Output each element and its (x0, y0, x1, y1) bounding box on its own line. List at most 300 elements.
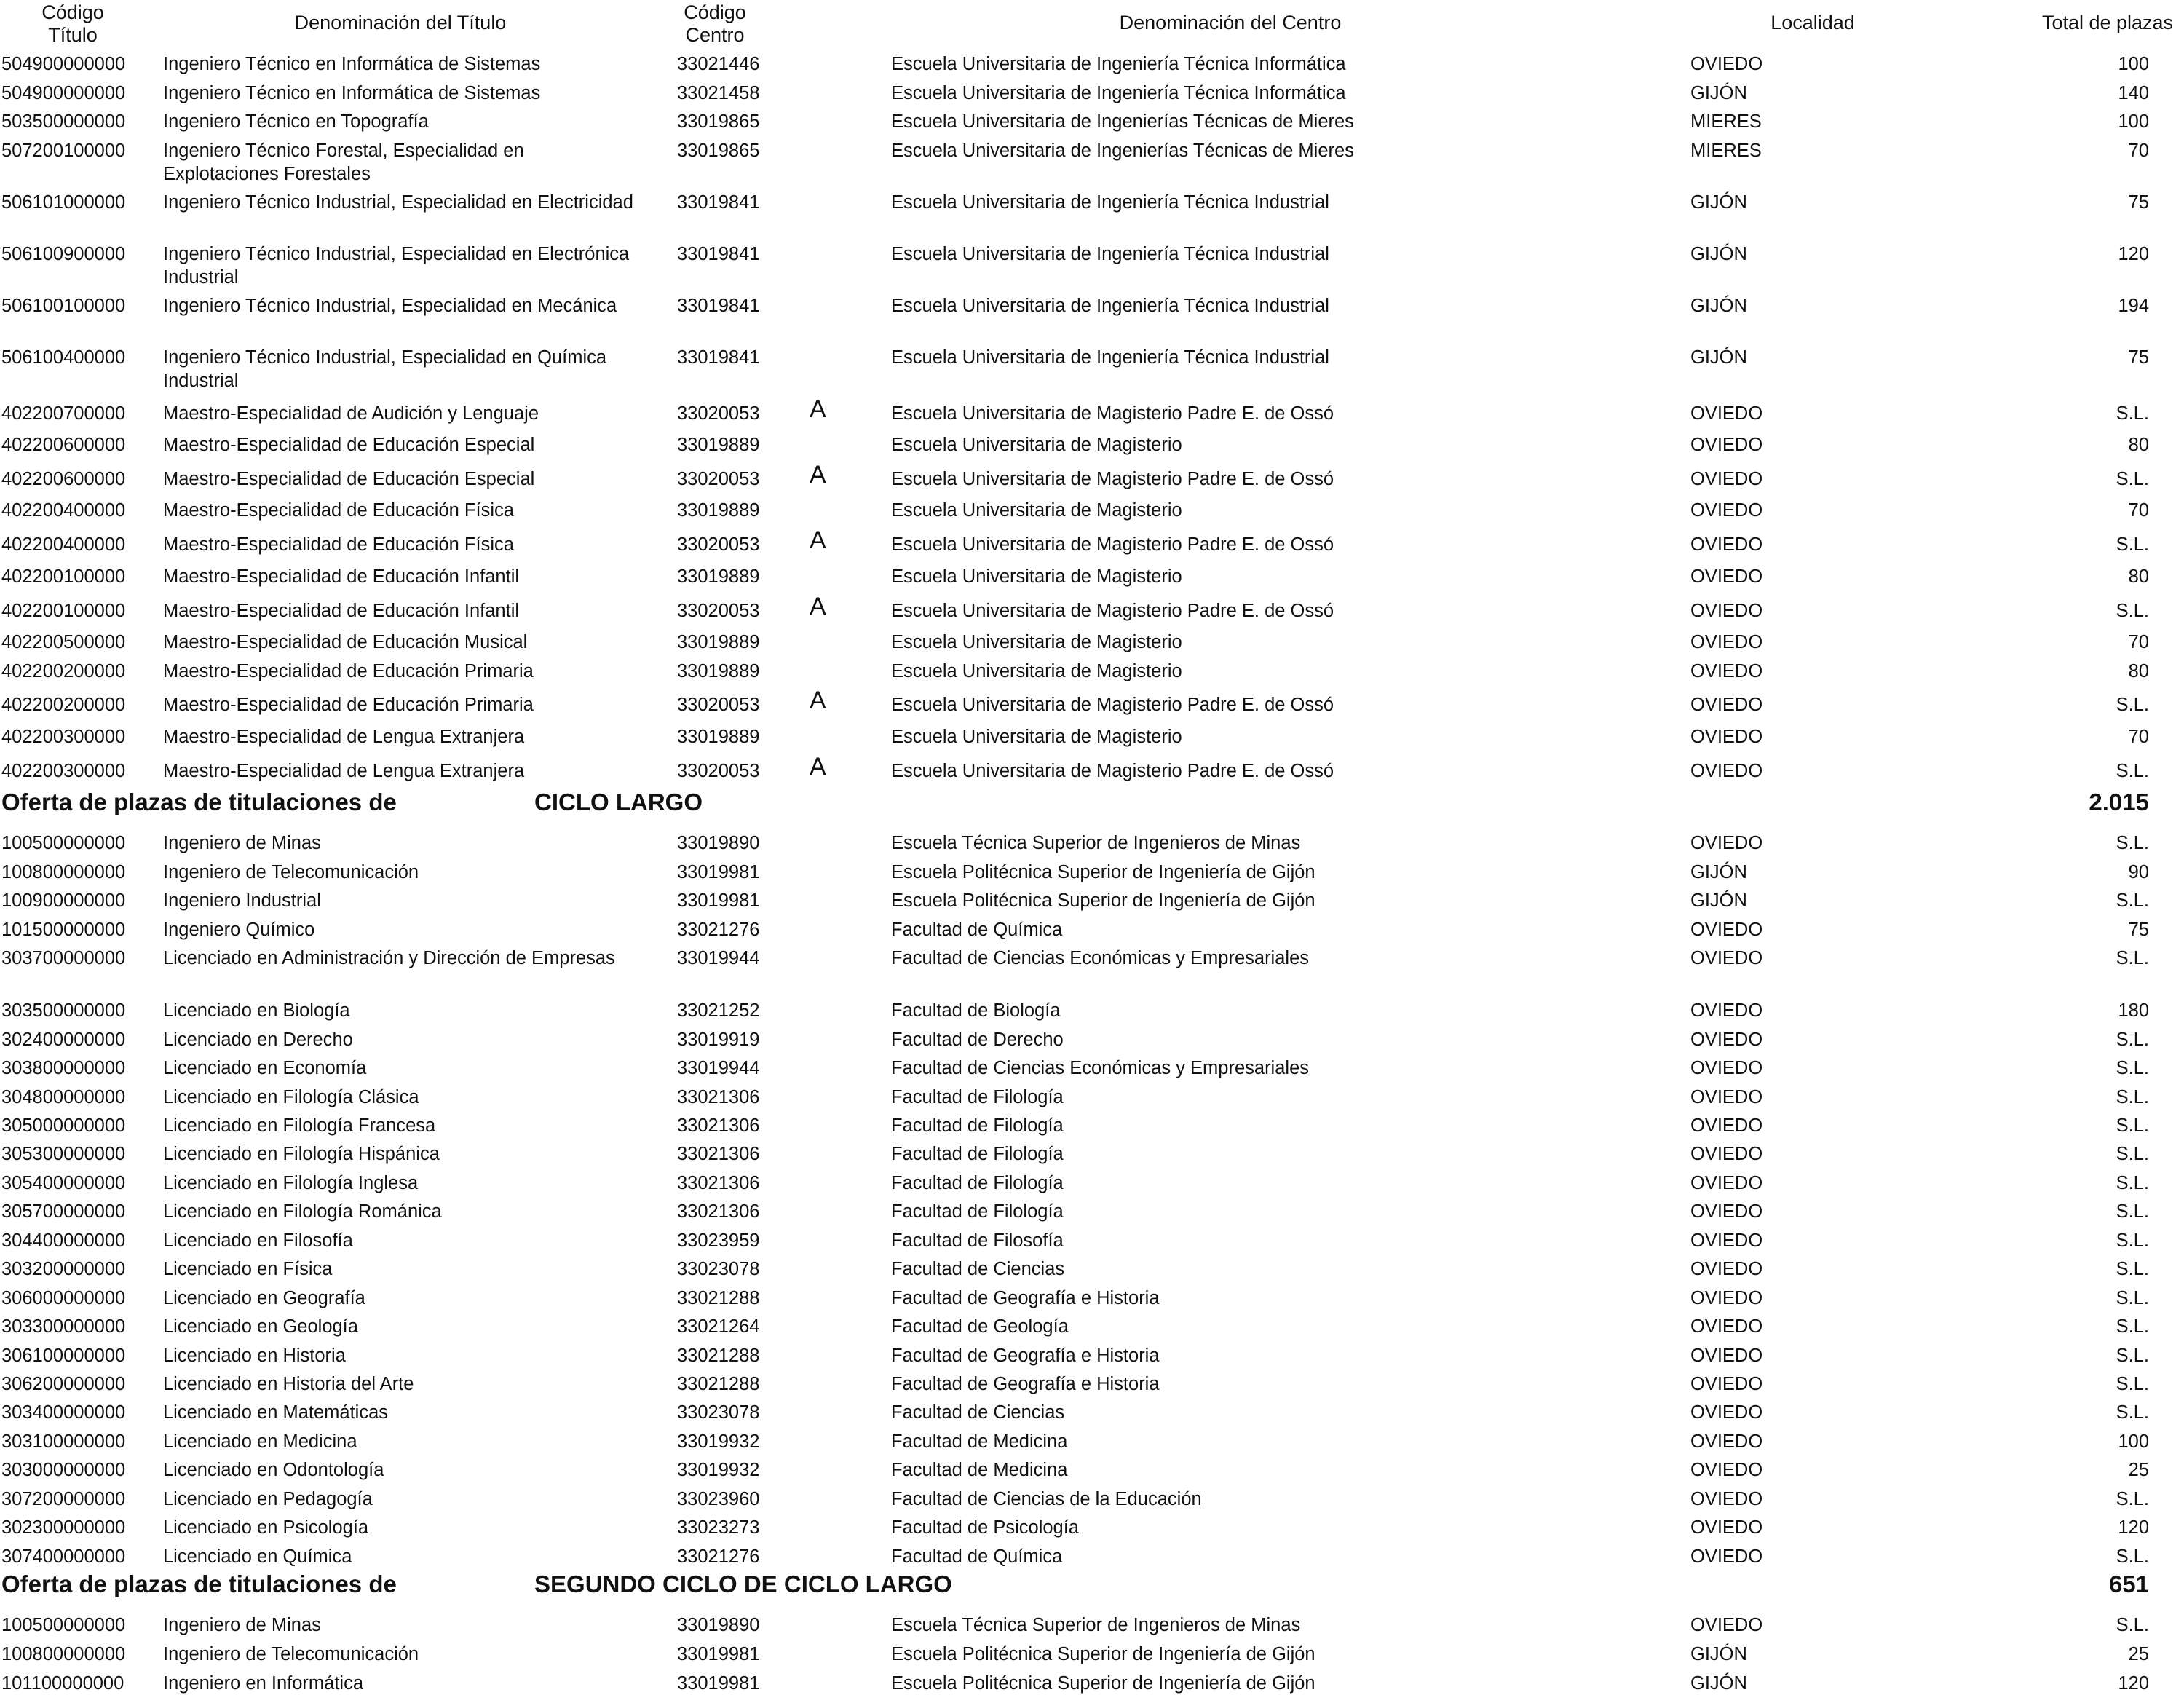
localidad-cell: OVIEDO (1690, 1346, 1763, 1366)
localidad-cell: OVIEDO (1690, 1517, 1763, 1538)
denominacion-titulo-cell: Licenciado en Filosofía (163, 1230, 353, 1251)
denominacion-titulo-cell: Maestro-Especialidad de Educación Primaria (163, 695, 534, 715)
localidad-cell: GIJÓN (1690, 862, 1747, 882)
localidad-cell: OVIEDO (1690, 1201, 1763, 1222)
localidad-cell: OVIEDO (1690, 695, 1763, 715)
localidad-cell: GIJÓN (1690, 296, 1747, 316)
codigo-centro-cell: 33021288 (677, 1288, 760, 1308)
denominacion-centro-cell: Escuela Universitaria de Ingeniería Técnica Informática (891, 54, 1346, 74)
denominacion-centro-cell: Facultad de Medicina (891, 1431, 1068, 1452)
codigo-centro-cell: 33020053 (677, 534, 760, 555)
total-plazas-cell: S.L. (2116, 601, 2149, 621)
denominacion-centro-cell: Facultad de Filosofía (891, 1230, 1064, 1251)
denominacion-titulo-cell: Maestro-Especialidad de Lengua Extranjera (163, 761, 525, 781)
denominacion-centro-cell: Escuela Universitaria de Magisterio Padre E. de Ossó (891, 403, 1334, 424)
localidad-cell: OVIEDO (1690, 920, 1763, 940)
denominacion-centro-cell: Facultad de Filología (891, 1173, 1064, 1193)
denominacion-titulo-cell: Licenciado en Matemáticas (163, 1402, 389, 1423)
total-plazas-cell: 75 (2128, 192, 2149, 213)
total-plazas-cell: S.L. (2116, 1374, 2149, 1394)
codigo-centro-cell: 33019889 (677, 661, 760, 681)
codigo-titulo-cell: 305300000000 (1, 1144, 126, 1164)
localidad-cell: MIERES (1690, 141, 1762, 161)
codigo-titulo-cell: 306000000000 (1, 1288, 126, 1308)
codigo-titulo-cell: 100500000000 (1, 833, 126, 853)
total-plazas-cell: 80 (2128, 661, 2149, 681)
codigo-titulo-cell: 304800000000 (1, 1087, 126, 1107)
denominacion-centro-cell: Facultad de Ciencias (891, 1402, 1065, 1423)
centro-flag-cell: A (810, 526, 826, 554)
denominacion-centro-cell: Escuela Universitaria de Magisterio (891, 727, 1182, 747)
centro-flag-cell: A (810, 461, 826, 489)
localidad-cell: OVIEDO (1690, 1173, 1763, 1193)
localidad-cell: OVIEDO (1690, 948, 1763, 968)
total-plazas-cell: 75 (2128, 920, 2149, 940)
codigo-titulo-cell: 506101000000 (1, 192, 126, 213)
denominacion-titulo-cell: Licenciado en Historia del Arte (163, 1374, 414, 1394)
total-plazas-cell: S.L. (2116, 1346, 2149, 1366)
codigo-centro-cell: 33019890 (677, 833, 760, 853)
denominacion-centro-cell: Facultad de Geografía e Historia (891, 1374, 1160, 1394)
codigo-titulo-cell: 306100000000 (1, 1346, 126, 1366)
codigo-centro-cell: 33021306 (677, 1201, 760, 1222)
denominacion-titulo-cell: Maestro-Especialidad de Educación Musical (163, 632, 528, 652)
localidad-cell: OVIEDO (1690, 1058, 1763, 1078)
localidad-cell: OVIEDO (1690, 435, 1763, 455)
localidad-cell: OVIEDO (1690, 1259, 1763, 1279)
localidad-cell: OVIEDO (1690, 1546, 1763, 1567)
codigo-titulo-cell: 302400000000 (1, 1030, 126, 1050)
denominacion-titulo-cell: Ingeniero Técnico Industrial, Especialidad en Electrónica Industrial (163, 244, 630, 288)
denominacion-centro-cell: Escuela Politécnica Superior de Ingeniería de Gijón (891, 890, 1315, 911)
total-plazas-cell: S.L. (2116, 890, 2149, 911)
codigo-centro-cell: 33019932 (677, 1431, 760, 1452)
localidad-cell: OVIEDO (1690, 661, 1763, 681)
denominacion-centro-cell: Escuela Universitaria de Ingeniería Técnica Industrial (891, 347, 1329, 368)
localidad-cell: OVIEDO (1690, 601, 1763, 621)
denominacion-titulo-cell: Licenciado en Geografía (163, 1288, 365, 1308)
denominacion-titulo-cell: Licenciado en Filología Hispánica (163, 1144, 440, 1164)
codigo-centro-cell: 33019981 (677, 890, 760, 911)
codigo-titulo-cell: 402200400000 (1, 500, 126, 521)
codigo-centro-cell: 33021288 (677, 1374, 760, 1394)
codigo-titulo-cell: 303300000000 (1, 1316, 126, 1337)
denominacion-titulo-cell: Licenciado en Química (163, 1546, 352, 1567)
section-label: Oferta de plazas de titulaciones de (1, 789, 397, 815)
denominacion-titulo-cell: Ingeniero de Telecomunicación (163, 862, 419, 882)
total-plazas-cell: 140 (2118, 83, 2149, 103)
denominacion-centro-cell: Escuela Universitaria de Ingenierías Técnicas de Mieres (891, 141, 1354, 161)
codigo-titulo-cell: 506100400000 (1, 347, 126, 368)
localidad-cell: OVIEDO (1690, 500, 1763, 521)
header-localidad: Localidad (1770, 12, 1855, 33)
localidad-cell: OVIEDO (1690, 1115, 1763, 1136)
denominacion-centro-cell: Escuela Universitaria de Ingenierías Técnicas de Mieres (891, 111, 1354, 132)
total-plazas-cell: 25 (2128, 1460, 2149, 1480)
localidad-cell: OVIEDO (1690, 403, 1763, 424)
localidad-cell: GIJÓN (1690, 347, 1747, 368)
denominacion-titulo-cell: Ingeniero de Minas (163, 833, 321, 853)
denominacion-titulo-cell: Ingeniero Técnico en Topografía (163, 111, 429, 132)
header-codigo-centro: Código Centro (684, 1, 746, 46)
denominacion-centro-cell: Escuela Politécnica Superior de Ingeniería de Gijón (891, 1673, 1315, 1694)
codigo-centro-cell: 33020053 (677, 403, 760, 424)
total-plazas-cell: 80 (2128, 566, 2149, 587)
localidad-cell: GIJÓN (1690, 192, 1747, 213)
codigo-centro-cell: 33019889 (677, 566, 760, 587)
denominacion-titulo-cell: Licenciado en Filología Clásica (163, 1087, 419, 1107)
section-total: 2.015 (2089, 789, 2149, 815)
denominacion-titulo-cell: Licenciado en Biología (163, 1000, 350, 1021)
localidad-cell: OVIEDO (1690, 1230, 1763, 1251)
denominacion-titulo-cell: Ingeniero Químico (163, 920, 315, 940)
total-plazas-cell: 100 (2118, 111, 2149, 132)
codigo-centro-cell: 33021288 (677, 1346, 760, 1366)
denominacion-titulo-cell: Maestro-Especialidad de Educación Infantil (163, 566, 520, 587)
codigo-titulo-cell: 302300000000 (1, 1517, 126, 1538)
codigo-titulo-cell: 307400000000 (1, 1546, 126, 1567)
denominacion-titulo-cell: Licenciado en Derecho (163, 1030, 353, 1050)
denominacion-centro-cell: Facultad de Psicología (891, 1517, 1079, 1538)
localidad-cell: OVIEDO (1690, 632, 1763, 652)
codigo-titulo-cell: 402200300000 (1, 761, 126, 781)
codigo-centro-cell: 33021306 (677, 1087, 760, 1107)
denominacion-titulo-cell: Licenciado en Filología Románica (163, 1201, 442, 1222)
codigo-centro-cell: 33019932 (677, 1460, 760, 1480)
codigo-titulo-cell: 101500000000 (1, 920, 126, 940)
codigo-titulo-cell: 101100000000 (1, 1673, 124, 1694)
total-plazas-cell: 75 (2128, 347, 2149, 368)
denominacion-titulo-cell: Licenciado en Historia (163, 1346, 346, 1366)
localidad-cell: OVIEDO (1690, 1000, 1763, 1021)
header-denominacion-titulo: Denominación del Título (294, 12, 507, 33)
localidad-cell: OVIEDO (1690, 1288, 1763, 1308)
denominacion-centro-cell: Facultad de Geografía e Historia (891, 1346, 1160, 1366)
denominacion-centro-cell: Escuela Universitaria de Ingeniería Técnica Industrial (891, 244, 1329, 264)
total-plazas-cell: S.L. (2116, 1259, 2149, 1279)
denominacion-centro-cell: Escuela Universitaria de Ingeniería Técnica Industrial (891, 296, 1329, 316)
denominacion-centro-cell: Facultad de Derecho (891, 1030, 1064, 1050)
denominacion-titulo-cell: Licenciado en Economía (163, 1058, 367, 1078)
total-plazas-cell: 90 (2128, 862, 2149, 882)
denominacion-centro-cell: Escuela Universitaria de Magisterio Padre E. de Ossó (891, 601, 1334, 621)
localidad-cell: GIJÓN (1690, 890, 1747, 911)
denominacion-titulo-cell: Maestro-Especialidad de Lengua Extranjera (163, 727, 525, 747)
total-plazas-cell: S.L. (2116, 1030, 2149, 1050)
localidad-cell: OVIEDO (1690, 566, 1763, 587)
total-plazas-cell: 70 (2128, 632, 2149, 652)
codigo-centro-cell: 33019889 (677, 500, 760, 521)
localidad-cell: OVIEDO (1690, 727, 1763, 747)
localidad-cell: OVIEDO (1690, 833, 1763, 853)
total-plazas-cell: S.L. (2116, 534, 2149, 555)
total-plazas-cell: S.L. (2116, 1115, 2149, 1136)
codigo-centro-cell: 33019865 (677, 141, 760, 161)
total-plazas-cell: S.L. (2116, 469, 2149, 489)
denominacion-centro-cell: Facultad de Biología (891, 1000, 1061, 1021)
codigo-titulo-cell: 303400000000 (1, 1402, 126, 1423)
centro-flag-cell: A (810, 753, 826, 781)
denominacion-titulo-cell: Licenciado en Filología Francesa (163, 1115, 436, 1136)
codigo-centro-cell: 33020053 (677, 469, 760, 489)
codigo-centro-cell: 33021306 (677, 1144, 760, 1164)
localidad-cell: OVIEDO (1690, 1144, 1763, 1164)
codigo-titulo-cell: 100500000000 (1, 1615, 126, 1635)
localidad-cell: OVIEDO (1690, 1316, 1763, 1337)
codigo-titulo-cell: 506100100000 (1, 296, 126, 316)
total-plazas-cell: 80 (2128, 435, 2149, 455)
header-total-plazas: Total de plazas (2041, 12, 2174, 33)
denominacion-titulo-cell: Maestro-Especialidad de Educación Primaria (163, 661, 534, 681)
localidad-cell: OVIEDO (1690, 1030, 1763, 1050)
denominacion-titulo-cell: Licenciado en Psicología (163, 1517, 369, 1538)
codigo-centro-cell: 33019981 (677, 1673, 760, 1694)
total-plazas-cell: 180 (2118, 1000, 2149, 1021)
codigo-titulo-cell: 100900000000 (1, 890, 126, 911)
codigo-titulo-cell: 402200100000 (1, 601, 126, 621)
total-plazas-cell: S.L. (2116, 695, 2149, 715)
localidad-cell: OVIEDO (1690, 1489, 1763, 1509)
denominacion-centro-cell: Escuela Universitaria de Magisterio (891, 632, 1182, 652)
total-plazas-cell: S.L. (2116, 1316, 2149, 1337)
codigo-centro-cell: 33019944 (677, 1058, 760, 1078)
total-plazas-cell: S.L. (2116, 1615, 2149, 1635)
codigo-titulo-cell: 304400000000 (1, 1230, 126, 1251)
codigo-titulo-cell: 303800000000 (1, 1058, 126, 1078)
denominacion-centro-cell: Escuela Universitaria de Magisterio (891, 500, 1182, 521)
denominacion-titulo-cell: Maestro-Especialidad de Educación Física (163, 534, 514, 555)
codigo-centro-cell: 33019841 (677, 347, 760, 368)
header-denominacion-centro: Denominación del Centro (1119, 12, 1342, 33)
denominacion-titulo-cell: Licenciado en Geología (163, 1316, 358, 1337)
codigo-centro-cell: 33019981 (677, 1644, 760, 1664)
denominacion-titulo-cell: Licenciado en Filología Inglesa (163, 1173, 419, 1193)
codigo-titulo-cell: 402200300000 (1, 727, 126, 747)
total-plazas-cell: S.L. (2116, 1144, 2149, 1164)
codigo-titulo-cell: 307200000000 (1, 1489, 126, 1509)
total-plazas-cell: S.L. (2116, 1288, 2149, 1308)
denominacion-centro-cell: Escuela Universitaria de Magisterio Padre E. de Ossó (891, 534, 1334, 555)
codigo-titulo-cell: 303500000000 (1, 1000, 126, 1021)
denominacion-titulo-cell: Licenciado en Medicina (163, 1431, 357, 1452)
codigo-centro-cell: 33020053 (677, 601, 760, 621)
total-plazas-cell: 70 (2128, 500, 2149, 521)
codigo-titulo-cell: 402200200000 (1, 695, 126, 715)
denominacion-titulo-cell: Maestro-Especialidad de Educación Física (163, 500, 514, 521)
codigo-centro-cell: 33021276 (677, 1546, 760, 1567)
centro-flag-cell: A (810, 395, 826, 423)
codigo-centro-cell: 33023078 (677, 1259, 760, 1279)
codigo-centro-cell: 33019889 (677, 727, 760, 747)
total-plazas-cell: 120 (2118, 244, 2149, 264)
denominacion-centro-cell: Escuela Técnica Superior de Ingenieros de Minas (891, 1615, 1301, 1635)
denominacion-titulo-cell: Ingeniero Técnico Forestal, Especialidad en Explotaciones Forestales (163, 141, 524, 184)
total-plazas-cell: S.L. (2116, 761, 2149, 781)
total-plazas-cell: 120 (2118, 1517, 2149, 1538)
denominacion-titulo-cell: Ingeniero Técnico Industrial, Especialidad en Electricidad (163, 192, 633, 213)
codigo-titulo-cell: 305400000000 (1, 1173, 126, 1193)
section-type: SEGUNDO CICLO DE CICLO LARGO (534, 1570, 952, 1597)
localidad-cell: GIJÓN (1690, 83, 1747, 103)
codigo-titulo-cell: 402200100000 (1, 566, 126, 587)
total-plazas-cell: 100 (2118, 1431, 2149, 1452)
total-plazas-cell: 70 (2128, 727, 2149, 747)
codigo-centro-cell: 33023273 (677, 1517, 760, 1538)
codigo-titulo-cell: 303000000000 (1, 1460, 126, 1480)
denominacion-centro-cell: Facultad de Ciencias de la Educación (891, 1489, 1202, 1509)
total-plazas-cell: S.L. (2116, 1058, 2149, 1078)
localidad-cell: OVIEDO (1690, 1615, 1763, 1635)
denominacion-centro-cell: Escuela Universitaria de Magisterio (891, 566, 1182, 587)
codigo-centro-cell: 33023078 (677, 1402, 760, 1423)
codigo-centro-cell: 33019889 (677, 632, 760, 652)
localidad-cell: GIJÓN (1690, 244, 1747, 264)
codigo-centro-cell: 33021306 (677, 1173, 760, 1193)
denominacion-titulo-cell: Licenciado en Pedagogía (163, 1489, 373, 1509)
total-plazas-cell: 70 (2128, 141, 2149, 161)
denominacion-titulo-cell: Maestro-Especialidad de Educación Especial (163, 469, 535, 489)
codigo-centro-cell: 33019841 (677, 296, 760, 316)
header-codigo-titulo: Código Título (41, 1, 104, 46)
denominacion-centro-cell: Facultad de Ciencias Económicas y Empresariales (891, 1058, 1309, 1078)
codigo-titulo-cell: 100800000000 (1, 1644, 126, 1664)
codigo-centro-cell: 33019841 (677, 192, 760, 213)
denominacion-titulo-cell: Ingeniero de Minas (163, 1615, 321, 1635)
denominacion-centro-cell: Facultad de Filología (891, 1144, 1064, 1164)
denominacion-titulo-cell: Licenciado en Administración y Dirección de Empresas (163, 948, 615, 968)
codigo-centro-cell: 33021252 (677, 1000, 760, 1021)
denominacion-centro-cell: Escuela Universitaria de Magisterio Padre E. de Ossó (891, 469, 1334, 489)
section-total: 651 (2108, 1570, 2149, 1597)
total-plazas-cell: 120 (2118, 1673, 2149, 1694)
codigo-titulo-cell: 306200000000 (1, 1374, 126, 1394)
codigo-centro-cell: 33019981 (677, 862, 760, 882)
denominacion-centro-cell: Escuela Universitaria de Magisterio Padre E. de Ossó (891, 695, 1334, 715)
total-plazas-cell: S.L. (2116, 1230, 2149, 1251)
denominacion-centro-cell: Facultad de Química (891, 920, 1063, 940)
denominacion-centro-cell: Facultad de Filología (891, 1115, 1064, 1136)
codigo-titulo-cell: 305000000000 (1, 1115, 126, 1136)
codigo-titulo-cell: 303200000000 (1, 1259, 126, 1279)
total-plazas-cell: S.L. (2116, 403, 2149, 424)
total-plazas-cell: 100 (2118, 54, 2149, 74)
codigo-titulo-cell: 507200100000 (1, 141, 126, 161)
codigo-titulo-cell: 504900000000 (1, 54, 126, 74)
total-plazas-cell: 25 (2128, 1644, 2149, 1664)
denominacion-centro-cell: Escuela Técnica Superior de Ingenieros de Minas (891, 833, 1301, 853)
denominacion-titulo-cell: Maestro-Especialidad de Educación Especial (163, 435, 535, 455)
codigo-centro-cell: 33019841 (677, 244, 760, 264)
codigo-titulo-cell: 402200700000 (1, 403, 126, 424)
codigo-centro-cell: 33019889 (677, 435, 760, 455)
total-plazas-cell: 194 (2118, 296, 2149, 316)
denominacion-centro-cell: Facultad de Química (891, 1546, 1063, 1567)
localidad-cell: MIERES (1690, 111, 1762, 132)
denominacion-centro-cell: Facultad de Geología (891, 1316, 1069, 1337)
section-type: CICLO LARGO (534, 789, 703, 815)
denominacion-centro-cell: Escuela Universitaria de Magisterio (891, 661, 1182, 681)
localidad-cell: OVIEDO (1690, 1431, 1763, 1452)
denominacion-titulo-cell: Maestro-Especialidad de Educación Infantil (163, 601, 520, 621)
codigo-titulo-cell: 402200400000 (1, 534, 126, 555)
section-label: Oferta de plazas de titulaciones de (1, 1570, 397, 1597)
denominacion-titulo-cell: Licenciado en Física (163, 1259, 333, 1279)
codigo-centro-cell: 33020053 (677, 761, 760, 781)
codigo-titulo-cell: 504900000000 (1, 83, 126, 103)
total-plazas-cell: S.L. (2116, 948, 2149, 968)
codigo-titulo-cell: 303700000000 (1, 948, 126, 968)
localidad-cell: GIJÓN (1690, 1644, 1747, 1664)
codigo-titulo-cell: 402200600000 (1, 435, 126, 455)
total-plazas-cell: S.L. (2116, 1201, 2149, 1222)
localidad-cell: OVIEDO (1690, 761, 1763, 781)
codigo-titulo-cell: 402200600000 (1, 469, 126, 489)
denominacion-centro-cell: Facultad de Filología (891, 1201, 1064, 1222)
denominacion-titulo-cell: Ingeniero Técnico en Informática de Sistemas (163, 83, 541, 103)
denominacion-centro-cell: Facultad de Ciencias Económicas y Empresariales (891, 948, 1309, 968)
denominacion-titulo-cell: Ingeniero Técnico Industrial, Especialidad en Química Industrial (163, 347, 607, 391)
codigo-centro-cell: 33019919 (677, 1030, 760, 1050)
denominacion-centro-cell: Escuela Universitaria de Magisterio Padre E. de Ossó (891, 761, 1334, 781)
centro-flag-cell: A (810, 687, 826, 714)
denominacion-titulo-cell: Ingeniero Técnico en Informática de Sistemas (163, 54, 541, 74)
total-plazas-cell: S.L. (2116, 1402, 2149, 1423)
denominacion-titulo-cell: Ingeniero Técnico Industrial, Especialidad en Mecánica (163, 296, 617, 316)
centro-flag-cell: A (810, 593, 826, 620)
total-plazas-cell: S.L. (2116, 1489, 2149, 1509)
denominacion-centro-cell: Facultad de Filología (891, 1087, 1064, 1107)
codigo-centro-cell: 33021264 (677, 1316, 760, 1337)
codigo-centro-cell: 33020053 (677, 695, 760, 715)
denominacion-titulo-cell: Ingeniero en Informática (163, 1673, 363, 1694)
localidad-cell: OVIEDO (1690, 1087, 1763, 1107)
total-plazas-cell: S.L. (2116, 833, 2149, 853)
denominacion-centro-cell: Escuela Politécnica Superior de Ingeniería de Gijón (891, 1644, 1315, 1664)
codigo-centro-cell: 33023959 (677, 1230, 760, 1251)
localidad-cell: OVIEDO (1690, 534, 1763, 555)
total-plazas-cell: S.L. (2116, 1173, 2149, 1193)
denominacion-centro-cell: Facultad de Ciencias (891, 1259, 1065, 1279)
denominacion-titulo-cell: Maestro-Especialidad de Audición y Lenguaje (163, 403, 539, 424)
codigo-centro-cell: 33021276 (677, 920, 760, 940)
denominacion-centro-cell: Escuela Universitaria de Magisterio (891, 435, 1182, 455)
denominacion-centro-cell: Escuela Universitaria de Ingeniería Técnica Informática (891, 83, 1346, 103)
localidad-cell: OVIEDO (1690, 1460, 1763, 1480)
codigo-titulo-cell: 402200200000 (1, 661, 126, 681)
total-plazas-cell: S.L. (2116, 1546, 2149, 1567)
codigo-titulo-cell: 503500000000 (1, 111, 126, 132)
localidad-cell: OVIEDO (1690, 469, 1763, 489)
denominacion-centro-cell: Escuela Universitaria de Ingeniería Técnica Industrial (891, 192, 1329, 213)
codigo-titulo-cell: 303100000000 (1, 1431, 126, 1452)
codigo-centro-cell: 33021306 (677, 1115, 760, 1136)
denominacion-centro-cell: Escuela Politécnica Superior de Ingeniería de Gijón (891, 862, 1315, 882)
localidad-cell: GIJÓN (1690, 1673, 1747, 1694)
localidad-cell: OVIEDO (1690, 54, 1763, 74)
codigo-titulo-cell: 100800000000 (1, 862, 126, 882)
denominacion-titulo-cell: Licenciado en Odontología (163, 1460, 384, 1480)
localidad-cell: OVIEDO (1690, 1374, 1763, 1394)
codigo-centro-cell: 33019865 (677, 111, 760, 132)
codigo-centro-cell: 33021446 (677, 54, 760, 74)
codigo-centro-cell: 33019944 (677, 948, 760, 968)
denominacion-titulo-cell: Ingeniero de Telecomunicación (163, 1644, 419, 1664)
localidad-cell: OVIEDO (1690, 1402, 1763, 1423)
codigo-titulo-cell: 506100900000 (1, 244, 126, 264)
codigo-titulo-cell: 402200500000 (1, 632, 126, 652)
denominacion-centro-cell: Facultad de Geografía e Historia (891, 1288, 1160, 1308)
denominacion-titulo-cell: Ingeniero Industrial (163, 890, 321, 911)
